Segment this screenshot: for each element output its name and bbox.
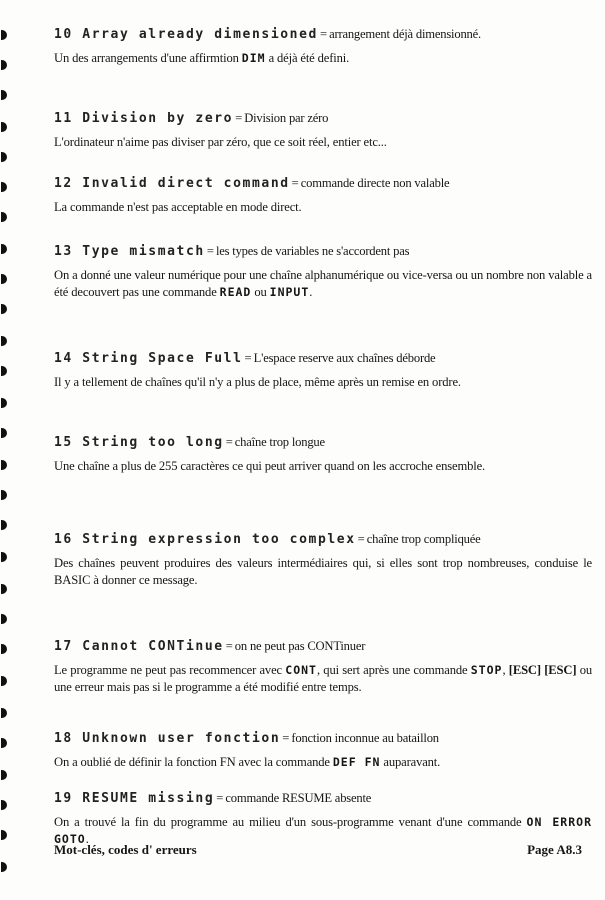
basic-keyword: STOP bbox=[470, 663, 503, 677]
error-heading bbox=[54, 730, 592, 747]
error-entry bbox=[54, 175, 592, 216]
equals-sign: = bbox=[225, 639, 233, 653]
binding-hole bbox=[1, 520, 7, 530]
binding-hole bbox=[1, 212, 7, 222]
binding-hole bbox=[1, 490, 7, 500]
description-text: On a trouvé la fin du programme au milieu d'un sous-programme venant d'une commande bbox=[54, 815, 527, 829]
description-text: , qui sert après une commande bbox=[316, 663, 471, 677]
error-heading bbox=[54, 243, 592, 260]
error-translation: les types de variables ne s'accordent pas bbox=[215, 244, 410, 258]
error-entry bbox=[54, 243, 592, 301]
basic-keyword: DIM bbox=[241, 51, 266, 65]
description-text: ou bbox=[251, 285, 270, 299]
description-text: La commande n'est pas acceptable en mode direct. bbox=[54, 200, 302, 214]
error-code: 19 RESUME missing bbox=[54, 791, 215, 806]
description-text: L'ordinateur n'aime pas diviser par zéro, que ce soit réel, entier etc... bbox=[54, 135, 387, 149]
binding-hole bbox=[1, 122, 7, 132]
error-description bbox=[54, 50, 592, 67]
error-code: 13 Type mismatch bbox=[54, 244, 205, 259]
binding-hole bbox=[1, 738, 7, 748]
error-code: 18 Unknown user fonction bbox=[54, 731, 281, 746]
error-heading bbox=[54, 790, 592, 807]
binding-hole bbox=[1, 862, 7, 872]
binding-hole bbox=[1, 60, 7, 70]
equals-sign: = bbox=[216, 791, 224, 805]
description-text: . bbox=[85, 832, 89, 846]
binding-hole bbox=[1, 304, 7, 314]
key-combo: [ESC] [ESC] bbox=[508, 663, 577, 677]
description-text: Une chaîne a plus de 255 caractères ce qui peut arriver quand on les accroche ensemble. bbox=[54, 459, 486, 473]
basic-keyword: INPUT bbox=[269, 285, 310, 299]
error-heading bbox=[54, 110, 592, 127]
error-description bbox=[54, 458, 592, 475]
binding-hole bbox=[1, 274, 7, 284]
error-translation: arrangement déjà dimensionné. bbox=[329, 27, 481, 41]
binding-hole bbox=[1, 552, 7, 562]
equals-sign: = bbox=[244, 351, 252, 365]
basic-keyword: READ bbox=[219, 285, 252, 299]
error-heading bbox=[54, 638, 592, 655]
error-description bbox=[54, 199, 592, 216]
error-heading bbox=[54, 531, 592, 548]
error-description bbox=[54, 267, 592, 301]
description-text: Il y a tellement de chaînes qu'il n'y a plus de place, même après un remise en ordre. bbox=[54, 375, 461, 389]
basic-keyword: DEF FN bbox=[332, 755, 381, 769]
error-entry bbox=[54, 790, 592, 848]
binding-hole bbox=[1, 708, 7, 718]
equals-sign: = bbox=[291, 176, 299, 190]
equals-sign: = bbox=[235, 111, 243, 125]
error-entry bbox=[54, 531, 592, 589]
error-translation: commande directe non valable bbox=[300, 176, 450, 190]
error-code: 11 Division by zero bbox=[54, 111, 234, 126]
description-text: . bbox=[309, 285, 313, 299]
basic-keyword: CONT bbox=[285, 663, 317, 677]
equals-sign: = bbox=[206, 244, 214, 258]
binding-hole bbox=[1, 830, 7, 840]
binding-hole bbox=[1, 614, 7, 624]
binding-hole bbox=[1, 398, 7, 408]
binding-hole bbox=[1, 428, 7, 438]
error-entry bbox=[54, 26, 592, 67]
binding-hole bbox=[1, 30, 7, 40]
error-translation: on ne peut pas CONTinuer bbox=[234, 639, 366, 653]
binding-hole bbox=[1, 152, 7, 162]
error-entry bbox=[54, 350, 592, 391]
error-code: 12 Invalid direct command bbox=[54, 176, 290, 191]
error-description bbox=[54, 662, 592, 696]
description-text: ou une erreur mais pas si le programme a été modifié entre temps. bbox=[54, 663, 593, 694]
error-code: 15 String too long bbox=[54, 435, 224, 450]
error-entry bbox=[54, 730, 592, 771]
error-code: 16 String expression too complex bbox=[54, 532, 356, 547]
description-text: a déjà été defini. bbox=[265, 51, 350, 65]
binding-hole bbox=[1, 182, 7, 192]
binding-hole bbox=[1, 770, 7, 780]
description-text: On a donné une valeur numérique pour une chaîne alphanumérique ou vice-versa ou un nombre non valable a été decouvert pas une commande bbox=[54, 268, 592, 299]
error-heading bbox=[54, 26, 592, 43]
page-number: Page A8.3 bbox=[527, 842, 582, 857]
description-text: On a oublié de définir la fonction FN avec la commande bbox=[54, 755, 333, 769]
equals-sign: = bbox=[225, 435, 233, 449]
equals-sign: = bbox=[319, 27, 328, 41]
error-description bbox=[54, 555, 592, 589]
document-page bbox=[54, 0, 592, 900]
binding-hole bbox=[1, 366, 7, 376]
footer-section-title: Mot-clés, codes d' erreurs bbox=[54, 842, 197, 857]
error-description bbox=[54, 374, 592, 391]
error-translation: commande RESUME absente bbox=[225, 791, 372, 805]
binding-hole bbox=[1, 800, 7, 810]
equals-sign: = bbox=[282, 731, 290, 745]
error-entry bbox=[54, 638, 592, 696]
description-text: , bbox=[502, 663, 509, 677]
error-code: 17 Cannot CONTinue bbox=[54, 639, 224, 654]
binding-hole bbox=[1, 460, 7, 470]
binding-hole bbox=[1, 584, 7, 594]
error-heading bbox=[54, 434, 592, 451]
error-entry bbox=[54, 110, 592, 151]
error-description bbox=[54, 134, 592, 151]
error-code: 14 String Space Full bbox=[54, 351, 243, 366]
binding-hole bbox=[1, 676, 7, 686]
binding-hole bbox=[1, 336, 7, 346]
error-translation: Division par zéro bbox=[244, 111, 329, 125]
description-text: auparavant. bbox=[380, 755, 441, 769]
error-translation: L'espace reserve aux chaînes déborde bbox=[253, 351, 436, 365]
basic-keyword: ON ERROR GOTO bbox=[54, 815, 592, 846]
error-code: 10 Array already dimensioned bbox=[54, 27, 318, 42]
binding-hole bbox=[1, 90, 7, 100]
error-translation: fonction inconnue au bataillon bbox=[291, 731, 439, 745]
equals-sign: = bbox=[357, 532, 365, 546]
description-text: Des chaînes peuvent produires des valeurs intermédiaires qui, si elles sont trop nombreuses, conduise le BASIC à donner ce message. bbox=[54, 556, 592, 587]
error-description bbox=[54, 754, 592, 771]
page-footer bbox=[54, 842, 582, 858]
description-text: Le programme ne peut pas recommencer avec bbox=[54, 663, 286, 677]
binding-edge bbox=[0, 0, 14, 900]
error-heading bbox=[54, 175, 592, 192]
description-text: Un des arrangements d'une affirmtion bbox=[54, 51, 242, 65]
error-translation: chaîne trop compliquée bbox=[366, 532, 481, 546]
binding-hole bbox=[1, 644, 7, 654]
error-translation: chaîne trop longue bbox=[234, 435, 325, 449]
error-entry bbox=[54, 434, 592, 475]
error-heading bbox=[54, 350, 592, 367]
binding-hole bbox=[1, 244, 7, 254]
